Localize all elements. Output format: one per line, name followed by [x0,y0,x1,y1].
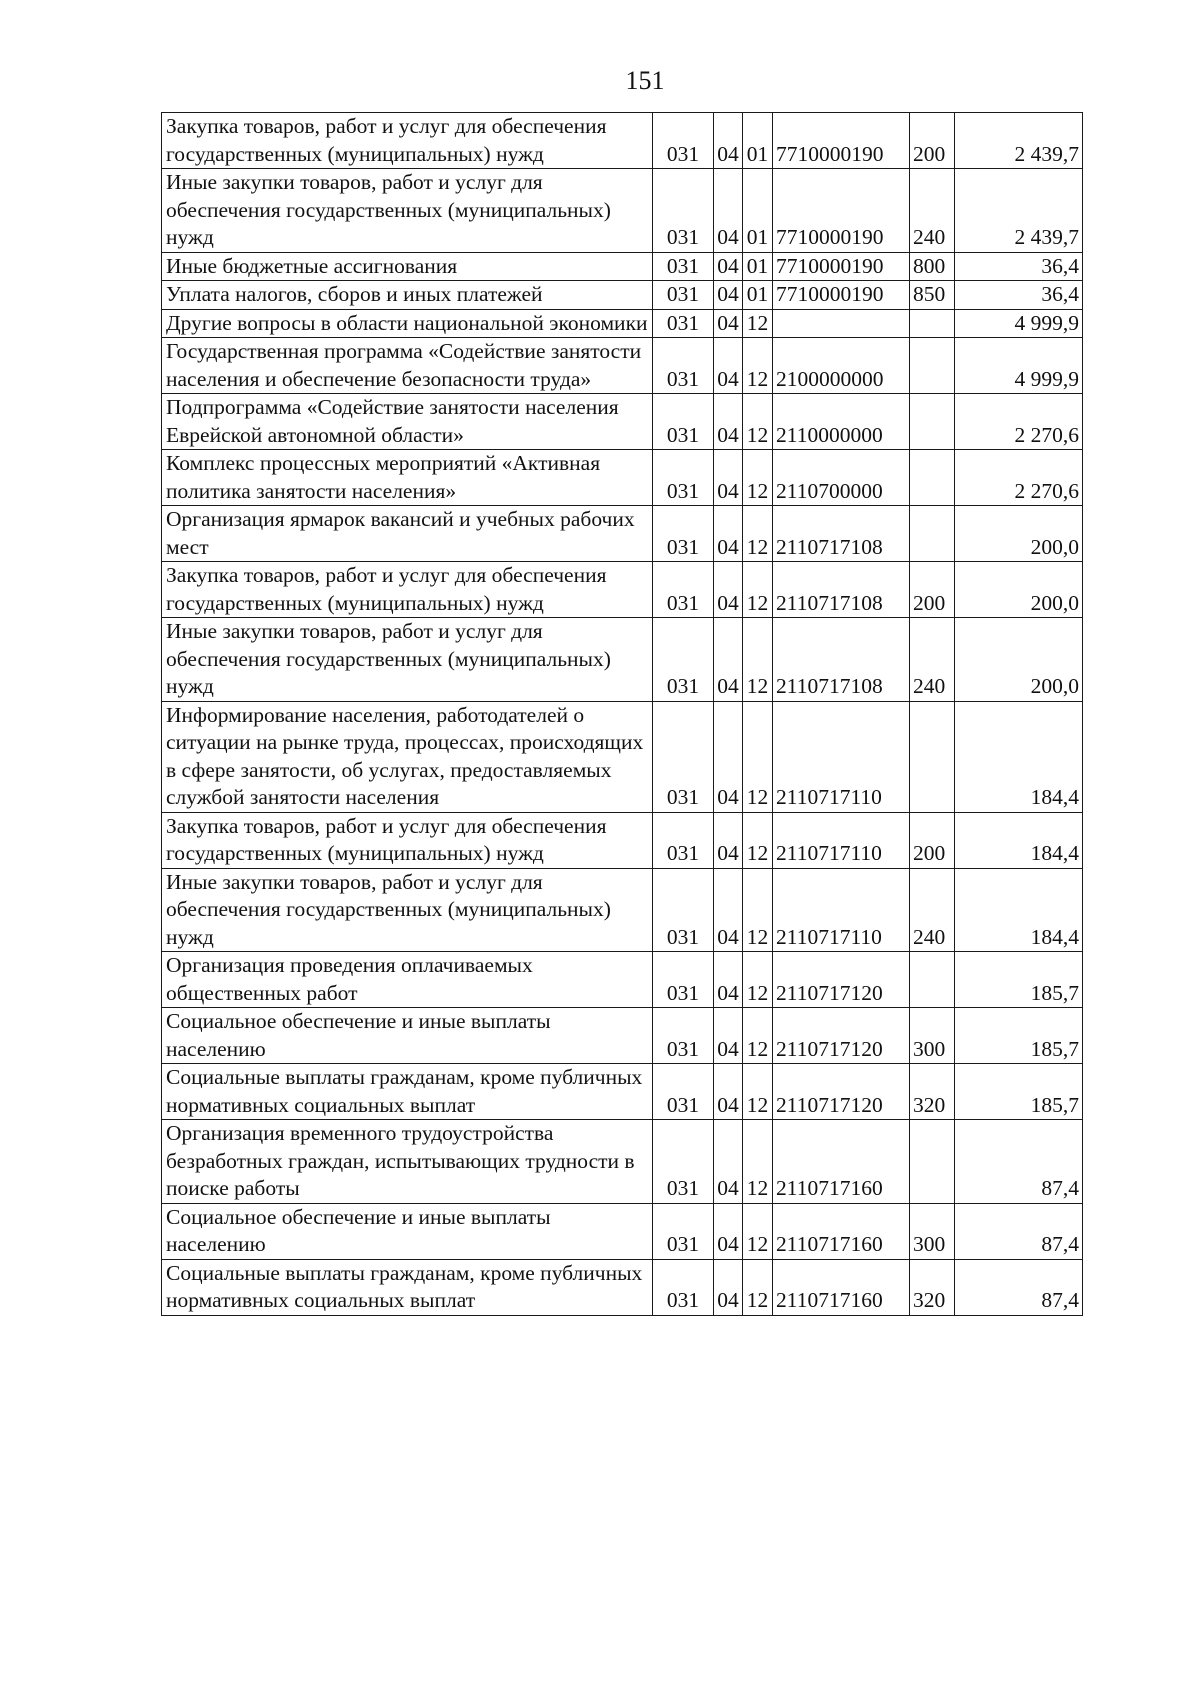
admin-code-cell: 031 [653,812,714,868]
expense-type-cell [910,394,955,450]
target-article-cell: 7710000190 [773,252,910,281]
row-name-cell: Социальные выплаты гражданам, кроме публичных нормативных социальных выплат [162,1259,653,1315]
section-code-cell: 04 [714,812,743,868]
section-code-cell: 04 [714,169,743,253]
amount-cell: 4 999,9 [955,338,1083,394]
table-row [162,618,1083,702]
table-row [162,562,1083,618]
page-number: 151 [625,66,665,95]
table-body [162,113,1083,1316]
section-code-cell: 04 [714,868,743,952]
amount-cell: 4 999,9 [955,309,1083,338]
expense-type-cell: 300 [910,1203,955,1259]
amount-cell: 2 439,7 [955,113,1083,169]
row-name-cell: Закупка товаров, работ и услуг для обеспечения государственных (муниципальных) нужд [162,812,653,868]
target-article-cell: 2110700000 [773,450,910,506]
target-article-cell: 7710000190 [773,113,910,169]
table-row [162,1203,1083,1259]
expense-type-cell [910,1120,955,1204]
target-article-cell: 2110717110 [773,812,910,868]
amount-cell: 184,4 [955,701,1083,812]
row-name-cell: Организация проведения оплачиваемых общественных работ [162,952,653,1008]
expense-type-cell: 320 [910,1064,955,1120]
target-article-cell: 2110717120 [773,1008,910,1064]
amount-cell: 36,4 [955,281,1083,310]
target-article-cell: 2100000000 [773,338,910,394]
table-row [162,394,1083,450]
row-name-cell: Информирование населения, работодателей о ситуации на рынке труда, процессах, происходящих в сфере занятости, об услугах, предоставляемых службой занятости населения [162,701,653,812]
subsection-code-cell: 12 [743,868,773,952]
admin-code-cell: 031 [653,618,714,702]
amount-cell: 185,7 [955,1064,1083,1120]
subsection-code-cell: 12 [743,1259,773,1315]
expense-type-cell: 200 [910,562,955,618]
budget-table [161,112,1083,1316]
table-row [162,338,1083,394]
expense-type-cell: 200 [910,113,955,169]
expense-type-cell [910,450,955,506]
admin-code-cell: 031 [653,1259,714,1315]
amount-cell: 184,4 [955,868,1083,952]
amount-cell: 200,0 [955,506,1083,562]
subsection-code-cell: 12 [743,1008,773,1064]
target-article-cell: 2110717160 [773,1259,910,1315]
subsection-code-cell: 12 [743,309,773,338]
subsection-code-cell: 01 [743,169,773,253]
admin-code-cell: 031 [653,309,714,338]
section-code-cell: 04 [714,506,743,562]
table-row [162,1120,1083,1204]
amount-cell: 87,4 [955,1203,1083,1259]
target-article-cell: 2110000000 [773,394,910,450]
amount-cell: 2 270,6 [955,394,1083,450]
subsection-code-cell: 12 [743,1120,773,1204]
subsection-code-cell: 12 [743,394,773,450]
subsection-code-cell: 12 [743,338,773,394]
row-name-cell: Другие вопросы в области национальной экономики [162,309,653,338]
admin-code-cell: 031 [653,1120,714,1204]
target-article-cell [773,309,910,338]
table-row [162,252,1083,281]
expense-type-cell: 200 [910,812,955,868]
row-name-cell: Комплекс процессных мероприятий «Активная политика занятости населения» [162,450,653,506]
amount-cell: 2 270,6 [955,450,1083,506]
subsection-code-cell: 12 [743,701,773,812]
subsection-code-cell: 01 [743,281,773,310]
table-row [162,1008,1083,1064]
subsection-code-cell: 12 [743,562,773,618]
section-code-cell: 04 [714,562,743,618]
target-article-cell: 2110717120 [773,952,910,1008]
admin-code-cell: 031 [653,952,714,1008]
table-row [162,506,1083,562]
row-name-cell: Социальное обеспечение и иные выплаты населению [162,1203,653,1259]
expense-type-cell: 300 [910,1008,955,1064]
amount-cell: 36,4 [955,252,1083,281]
section-code-cell: 04 [714,252,743,281]
row-name-cell: Иные бюджетные ассигнования [162,252,653,281]
amount-cell: 184,4 [955,812,1083,868]
admin-code-cell: 031 [653,252,714,281]
section-code-cell: 04 [714,952,743,1008]
admin-code-cell: 031 [653,1008,714,1064]
target-article-cell: 2110717110 [773,868,910,952]
table-row [162,868,1083,952]
admin-code-cell: 031 [653,1203,714,1259]
amount-cell: 185,7 [955,1008,1083,1064]
section-code-cell: 04 [714,450,743,506]
admin-code-cell: 031 [653,562,714,618]
target-article-cell: 2110717160 [773,1203,910,1259]
subsection-code-cell: 01 [743,252,773,281]
section-code-cell: 04 [714,1120,743,1204]
row-name-cell: Социальное обеспечение и иные выплаты населению [162,1008,653,1064]
amount-cell: 87,4 [955,1259,1083,1315]
table-row [162,281,1083,310]
section-code-cell: 04 [714,309,743,338]
expense-type-cell: 800 [910,252,955,281]
subsection-code-cell: 12 [743,618,773,702]
table-row [162,1259,1083,1315]
row-name-cell: Организация временного трудоустройства безработных граждан, испытывающих трудности в поиске работы [162,1120,653,1204]
admin-code-cell: 031 [653,281,714,310]
admin-code-cell: 031 [653,113,714,169]
table-row [162,113,1083,169]
target-article-cell: 2110717110 [773,701,910,812]
row-name-cell: Иные закупки товаров, работ и услуг для обеспечения государственных (муниципальных) нужд [162,169,653,253]
section-code-cell: 04 [714,338,743,394]
admin-code-cell: 031 [653,506,714,562]
admin-code-cell: 031 [653,701,714,812]
section-code-cell: 04 [714,281,743,310]
table-row [162,309,1083,338]
expense-type-cell: 850 [910,281,955,310]
amount-cell: 200,0 [955,618,1083,702]
section-code-cell: 04 [714,1203,743,1259]
amount-cell: 185,7 [955,952,1083,1008]
target-article-cell: 7710000190 [773,281,910,310]
expense-type-cell: 240 [910,868,955,952]
row-name-cell: Иные закупки товаров, работ и услуг для обеспечения государственных (муниципальных) нужд [162,618,653,702]
row-name-cell: Государственная программа «Содействие занятости населения и обеспечение безопасности труда» [162,338,653,394]
section-code-cell: 04 [714,1064,743,1120]
section-code-cell: 04 [714,394,743,450]
expense-type-cell: 240 [910,618,955,702]
admin-code-cell: 031 [653,868,714,952]
section-code-cell: 04 [714,618,743,702]
admin-code-cell: 031 [653,1064,714,1120]
subsection-code-cell: 12 [743,450,773,506]
amount-cell: 2 439,7 [955,169,1083,253]
target-article-cell: 2110717108 [773,618,910,702]
amount-cell: 200,0 [955,562,1083,618]
section-code-cell: 04 [714,1008,743,1064]
target-article-cell: 2110717108 [773,562,910,618]
subsection-code-cell: 12 [743,506,773,562]
target-article-cell: 2110717160 [773,1120,910,1204]
expense-type-cell [910,338,955,394]
section-code-cell: 04 [714,701,743,812]
expense-type-cell [910,309,955,338]
subsection-code-cell: 12 [743,812,773,868]
subsection-code-cell: 12 [743,952,773,1008]
subsection-code-cell: 01 [743,113,773,169]
subsection-code-cell: 12 [743,1203,773,1259]
row-name-cell: Иные закупки товаров, работ и услуг для обеспечения государственных (муниципальных) нужд [162,868,653,952]
row-name-cell: Организация ярмарок вакансий и учебных рабочих мест [162,506,653,562]
admin-code-cell: 031 [653,394,714,450]
admin-code-cell: 031 [653,338,714,394]
admin-code-cell: 031 [653,169,714,253]
row-name-cell: Уплата налогов, сборов и иных платежей [162,281,653,310]
row-name-cell: Закупка товаров, работ и услуг для обеспечения государственных (муниципальных) нужд [162,562,653,618]
subsection-code-cell: 12 [743,1064,773,1120]
target-article-cell: 2110717120 [773,1064,910,1120]
table-row [162,952,1083,1008]
expense-type-cell [910,952,955,1008]
target-article-cell: 7710000190 [773,169,910,253]
section-code-cell: 04 [714,113,743,169]
table-row [162,450,1083,506]
table-row [162,1064,1083,1120]
target-article-cell: 2110717108 [773,506,910,562]
row-name-cell: Социальные выплаты гражданам, кроме публичных нормативных социальных выплат [162,1064,653,1120]
amount-cell: 87,4 [955,1120,1083,1204]
expense-type-cell [910,701,955,812]
section-code-cell: 04 [714,1259,743,1315]
row-name-cell: Подпрограмма «Содействие занятости населения Еврейской автономной области» [162,394,653,450]
admin-code-cell: 031 [653,450,714,506]
table-row [162,169,1083,253]
table-row [162,701,1083,812]
expense-type-cell: 240 [910,169,955,253]
expense-type-cell: 320 [910,1259,955,1315]
expense-type-cell [910,506,955,562]
row-name-cell: Закупка товаров, работ и услуг для обеспечения государственных (муниципальных) нужд [162,113,653,169]
table-row [162,812,1083,868]
